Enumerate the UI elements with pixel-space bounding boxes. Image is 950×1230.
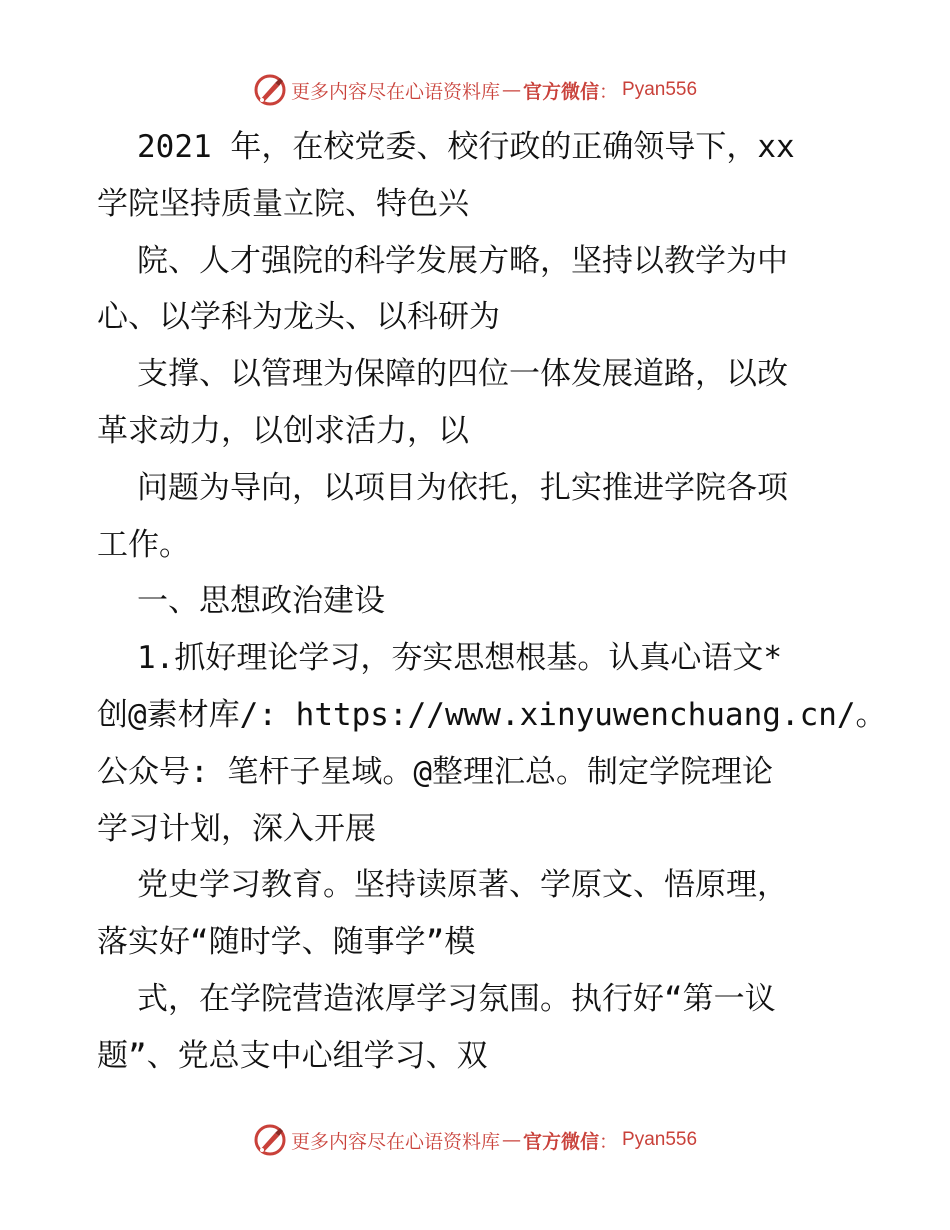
text-line: 问题为导向，以项目为依托，扎实推进学院各项 bbox=[137, 469, 788, 506]
text-line: 学习计划，深入开展 bbox=[97, 810, 376, 847]
watermark-account: Pyan556 bbox=[622, 1129, 698, 1150]
watermark-colon: ： bbox=[599, 1130, 619, 1153]
watermark-account: Pyan556 bbox=[622, 79, 698, 100]
watermark-label: 官方微信 bbox=[522, 80, 599, 103]
text-line: 工作。 bbox=[97, 526, 190, 563]
text-line: 1.抓好理论学习，夯实思想根基。认真心语文* bbox=[137, 640, 782, 677]
text-line: 落实好“随时学、随事学”模 bbox=[97, 924, 476, 961]
text-line: 式，在学院营造浓厚学习氛围。执行好“第一议 bbox=[137, 980, 776, 1017]
text-line: 学院坚持质量立院、特色兴 bbox=[97, 185, 469, 222]
watermark-label: 官方微信 bbox=[522, 1130, 599, 1153]
watermark-colon: ： bbox=[599, 80, 619, 103]
watermark-separator: — bbox=[501, 79, 521, 101]
pen-logo-icon bbox=[253, 1123, 287, 1157]
watermark-header bbox=[0, 70, 950, 110]
text-line: 院、人才强院的科学发展方略，坚持以教学为中 bbox=[137, 242, 788, 279]
text-line: 题”、党总支中心组学习、双 bbox=[97, 1037, 488, 1074]
pen-logo-icon bbox=[253, 73, 287, 107]
section-heading: 一、思想政治建设 bbox=[137, 583, 385, 620]
text-line: 心、以学科为龙头、以科研为 bbox=[97, 299, 500, 336]
text-line: 党史学习教育。坚持读原著、学原文、悟原理， bbox=[137, 867, 788, 904]
text-line: 革求动力，以创求活力，以 bbox=[97, 412, 469, 449]
document-body bbox=[97, 119, 887, 1085]
text-line: 创@素材库/: https://www.xinyuwenchuang.cn/。 bbox=[97, 696, 887, 733]
watermark-site-name: 更多内容尽在心语资料库 bbox=[290, 1130, 500, 1153]
text-line: 支撑、以管理为保障的四位一体发展道路，以改 bbox=[137, 356, 788, 393]
watermark-site-name: 更多内容尽在心语资料库 bbox=[290, 80, 500, 103]
watermark-separator: — bbox=[501, 1129, 521, 1151]
watermark-footer bbox=[0, 1120, 950, 1160]
text-line: 2021 年，在校党委、校行政的正确领导下，xx bbox=[137, 129, 795, 165]
text-line: 公众号: 笔杆子星域。@整理汇总。制定学院理论 bbox=[97, 753, 773, 790]
